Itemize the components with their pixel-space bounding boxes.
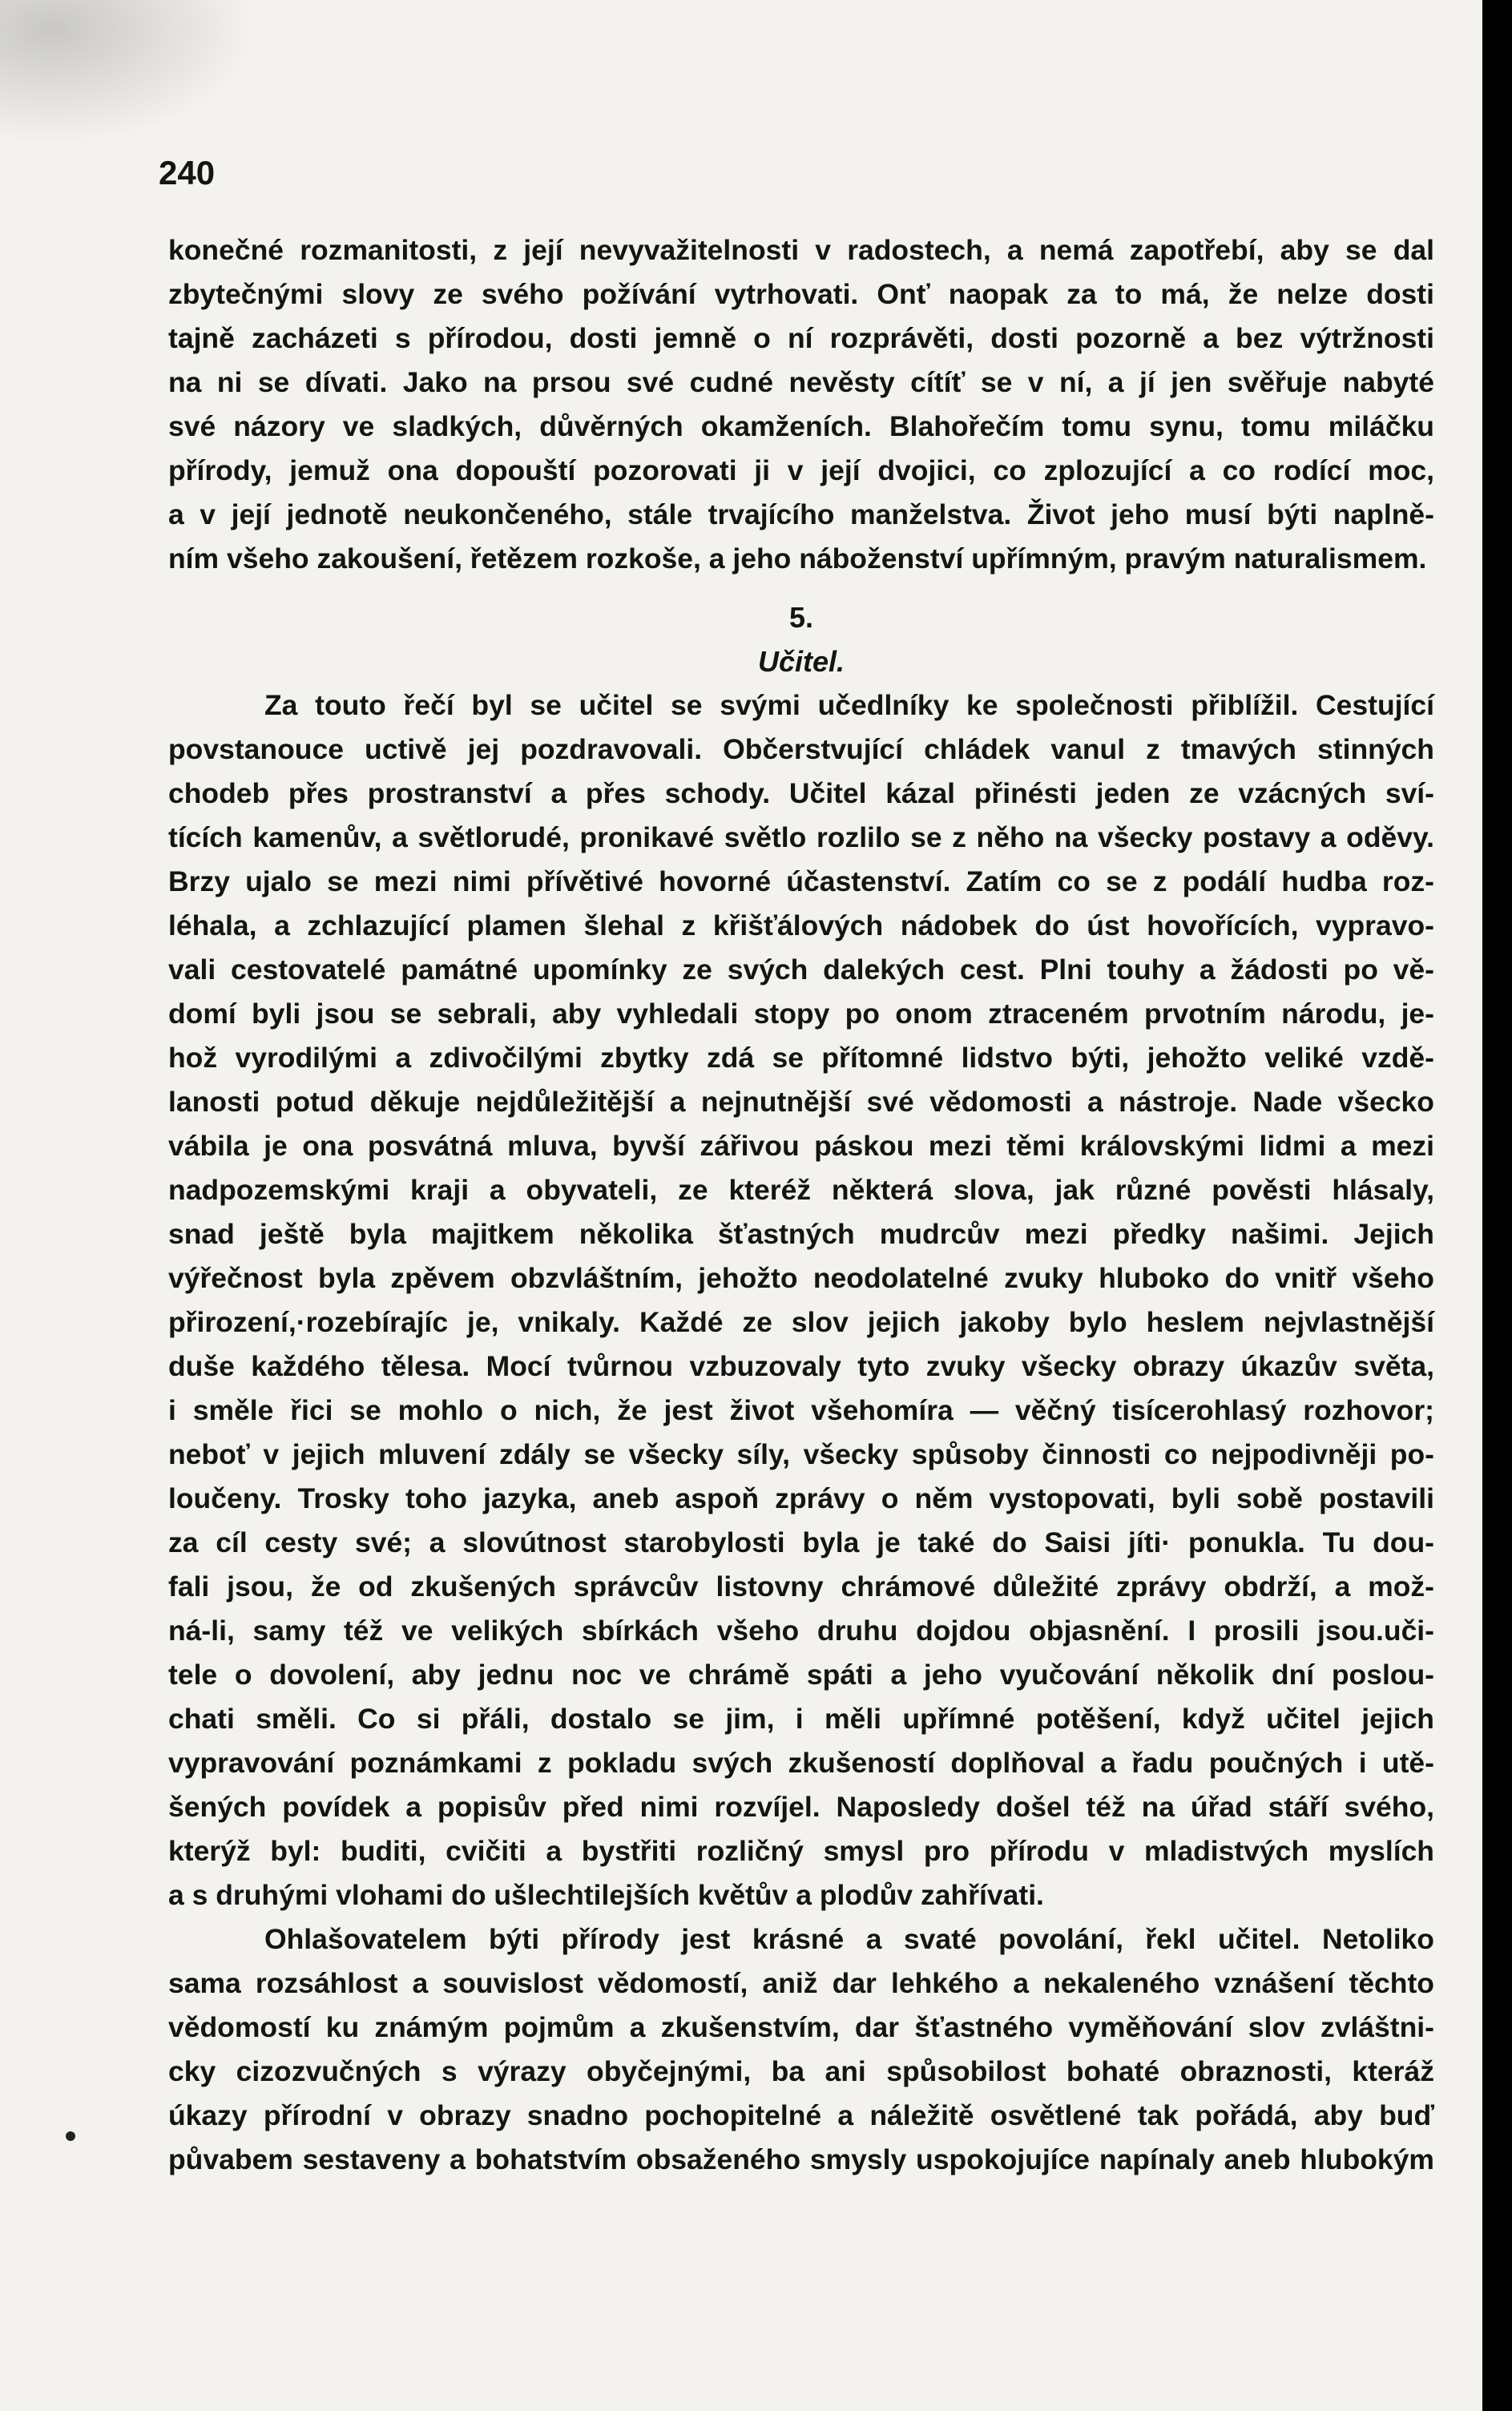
text-line: zbytečnými slovy ze svého požívání vytrhovati. Onť naopak za to má, že nelze dosti [168,278,1434,310]
text-line: chodeb přes prostranství a přes schody. Učitel kázal přinésti jeden ze vzácných sví- [168,777,1434,809]
text-line: tících kamenův, a světlorudé, pronikavé světlo rozlilo se z něho na všecky postavy a oděvy. [168,821,1434,853]
text-line: a s druhými vlohami do ušlechtilejších květův a plodův zahřívati. [168,1879,1044,1911]
text-line: chati směli. Co si přáli, dostalo se jim, i měli upřímné potěšení, když učitel jejich [168,1703,1434,1735]
text-line: i směle řici se mohlo o nich, že jest život všehomíra — věčný tisícerohlasý rozhovor; [168,1394,1434,1426]
text-line: ním všeho zakoušení, řetězem rozkoše, a jeho náboženství upřímným, pravým naturalismem. [168,542,1427,575]
text-line: sama rozsáhlost a souvislost vědomostí, aniž dar lehkého a nekaleného vznášení těchto [168,1967,1434,1999]
text-line: kterýž byl: buditi, cvičiti a bystřiti rozličný smysl pro přírodu v mladistvých myslích [168,1835,1434,1867]
text-line: povstanouce uctivě jej pozdravovali. Občerstvující chládek vanul z tmavých stinných [168,733,1434,765]
text-line: půvabem sestaveny a bohatstvím obsaženého smysly uspokojujíce napínaly aneb hlubokým [168,2143,1434,2175]
text-line: tajně zacházeti s přírodou, dosti jemně o ní rozprávěti, dosti pozorně a bez výtržnosti [168,322,1434,354]
paragraph-1 [168,228,1434,581]
text-line: fali jsou, že od zkušených správcův listovny chrámové důležité zprávy obdrží, a mož- [168,1570,1434,1603]
page-stain [0,0,256,144]
text-line: své názory ve sladkých, důvěrných okamženích. Blahořečím tomu synu, tomu miláčku [168,410,1434,442]
text-line: loučeny. Trosky toho jazyka, aneb aspoň zprávy o něm vystopovati, byli sobě postavili [168,1482,1434,1514]
text-line: duše každého tělesa. Mocí tvůrnou vzbuzovaly tyto zvuky všecky obrazy úkazův světa, [168,1350,1434,1382]
text-line: vědomostí ku známým pojmům a zkušenstvím, dar šťastného vyměňování slov zvláštni- [168,2011,1434,2043]
text-line: vali cestovatelé památné upomínky ze svých dalekých cest. Plni touhy a žádosti po vě- [168,954,1434,986]
text-line: a v její jednotě neukončeného, stále trvajícího manželstva. Život jeho musí býti naplně- [168,498,1434,530]
ink-speck [66,2131,75,2141]
text-line: lanosti potud děkuje nejdůležitější a nejnutnější své vědomosti a nástroje. Nade všecko [168,1086,1434,1118]
text-line: léhala, a zchlazující plamen šlehal z křišťálových nádobek do úst hovořících, vypravo- [168,909,1434,941]
text-line: úkazy přírodní v obrazy snadno pochopitelné a náležitě osvětlené tak pořádá, aby buď [168,2099,1434,2131]
text-line: výřečnost byla zpěvem obzvláštním, jehožto neodolatelné zvuky hluboko do vnitř všeho [168,1262,1434,1294]
text-line: Ohlašovatelem býti přírody jest krásné a svaté povolání, řekl učitel. Netoliko [264,1923,1434,1955]
text-line: domí byli jsou se sebrali, aby vyhledali stopy po onom ztraceném prvotním národu, je- [168,998,1434,1030]
section-number: 5. [788,601,814,634]
page-number: 240 [159,154,216,192]
text-line: Za touto řečí byl se učitel se svými učedlníky ke společnosti přiblížil. Cestující [264,689,1434,721]
text-line: vábila je ona posvátná mluva, byvší zářivou páskou mezi těmi královskými lidmi a mezi [168,1130,1434,1162]
text-line: vypravování poznámkami z pokladu svých zkušeností doplňoval a řadu poučných i utě- [168,1747,1434,1779]
text-line: ná-li, samy též ve velikých sbírkách všeho druhu dojdou objasnění. I prosili jsou.uči- [168,1615,1434,1647]
text-line: na ni se dívati. Jako na prsou své cudné nevěsty cítíť se v ní, a jí jen svěřuje nabyté [168,366,1434,398]
text-line: tele o dovolení, aby jednu noc ve chrámě spáti a jeho vyučování několik dní poslou- [168,1659,1434,1691]
text-line: přírody, jemuž ona dopouští pozorovati ji v její dvojici, co zplozující a co rodící moc, [168,454,1434,486]
text-line: hož vyrodilými a zdivočilými zbytky zdá se přítomné lidstvo býti, jehožto veliké vzdě- [168,1042,1434,1074]
section-title: Učitel. [757,645,845,678]
text-line: šených povídek a popisův před nimi rozvíjel. Naposledy došel též na úřad stáří svého, [168,1791,1434,1823]
text-line: přirození,·rozebírajíc je, vnikaly. Každé ze slov jejich jakoby bylo heslem nejvlastnější [168,1306,1434,1338]
paragraph-2 [168,683,1434,1917]
text-line: neboť v jejich mluvení zdály se všecky síly, všecky spůsoby činnosti co nejpodivněji po- [168,1438,1434,1470]
text-line: snad ještě byla majitkem několika šťastných mudrcův mezi předky našimi. Jejich [168,1218,1434,1250]
text-line: Brzy ujalo se mezi nimi přívětivé hovorné účastenství. Zatím co se z podálí hudba roz- [168,865,1434,897]
text-line: konečné rozmanitosti, z její nevyvažitelnosti v radostech, a nemá zapotřebí, aby se dal [168,234,1434,266]
paragraph-3 [168,1917,1434,2182]
text-line: za cíl cesty své; a slovútnost starobylosti byla je také do Saisi jíti· ponukla. Tu dou- [168,1526,1434,1558]
text-line: cky cizozvučných s výrazy obyčejnými, ba ani spůsobilost bohaté obraznosti, kteráž [168,2055,1434,2087]
body-text [168,228,1434,2182]
text-line: nadpozemskými kraji a obyvateli, ze kteréž některá slova, jak různé pověsti hlásaly, [168,1174,1434,1206]
